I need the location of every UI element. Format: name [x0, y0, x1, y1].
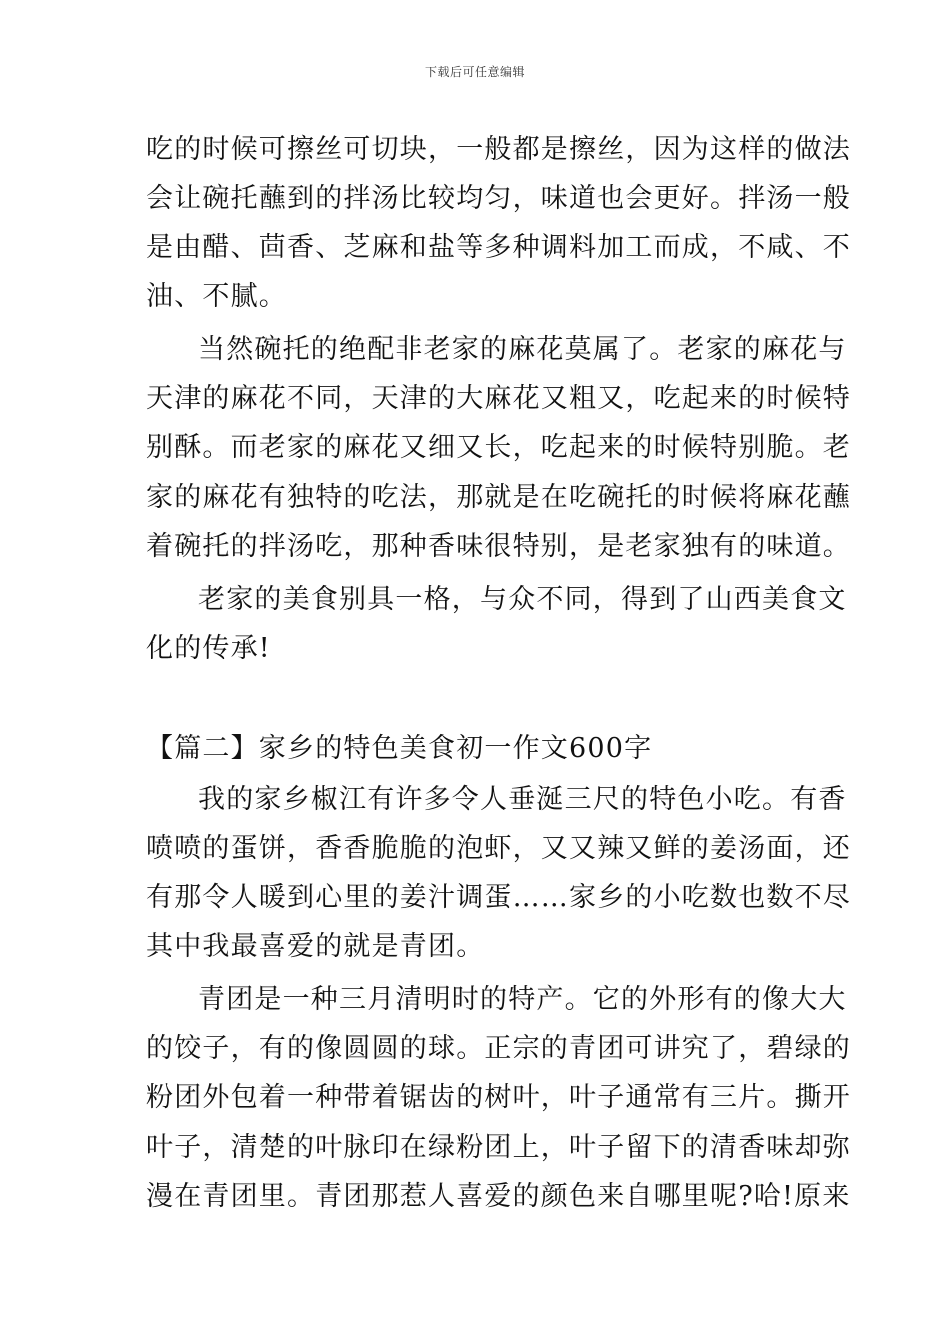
page-header: 下载后可任意编辑 — [424, 65, 525, 79]
paragraph-line: 叶子，清楚的叶脉印在绿粉团上，叶子留下的清香味却弥 — [146, 1132, 851, 1163]
paragraph-line: 化的传承! — [146, 633, 271, 664]
paragraph-line: 是由醋、茴香、芝麻和盐等多种调料加工而成，不咸、不 — [146, 232, 851, 263]
paragraph-line: 青团是一种三月清明时的特产。它的外形有的像大大 — [198, 984, 847, 1015]
paragraph-line: 的饺子，有的像圆圆的球。正宗的青团可讲究了，碧绿的 — [146, 1033, 851, 1064]
paragraph-line: 别酥。而老家的麻花又细又长，吃起来的时候特别脆。老 — [146, 432, 851, 463]
paragraph-line: 天津的麻花不同，天津的大麻花又粗又，吃起来的时候特 — [146, 383, 851, 414]
paragraph-line: 有那令人暖到心里的姜汁调蛋……家乡的小吃数也数不尽 — [146, 882, 851, 913]
paragraph-line: 粉团外包着一种带着锯齿的树叶，叶子通常有三片。撕开 — [146, 1082, 851, 1113]
paragraph-line: 吃的时候可擦丝可切块，一般都是擦丝，因为这样的做法 — [146, 134, 851, 165]
paragraph-line: 当然碗托的绝配非老家的麻花莫属了。老家的麻花与 — [198, 334, 847, 365]
paragraph-line: 老家的美食别具一格，与众不同，得到了山西美食文 — [198, 584, 847, 615]
paragraph-line: 其中我最喜爱的就是青团。 — [146, 931, 485, 962]
paragraph-line: 我的家乡椒江有许多令人垂涎三尺的特色小吃。有香 — [198, 784, 847, 815]
paragraph-line: 着碗托的拌汤吃，那种香味很特别，是老家独有的味道。 — [146, 531, 851, 562]
section-heading: 【篇二】家乡的特色美食初一作文600字 — [146, 733, 653, 764]
paragraph-line: 会让碗托蘸到的拌汤比较均匀，味道也会更好。拌汤一般 — [146, 183, 851, 214]
paragraph-line: 漫在青团里。青团那惹人喜爱的颜色来自哪里呢?哈!原来 — [146, 1181, 851, 1212]
paragraph-line: 家的麻花有独特的吃法，那就是在吃碗托的时候将麻花蘸 — [146, 482, 851, 513]
paragraph-line: 喷喷的蛋饼，香香脆脆的泡虾，又又辣又鲜的姜汤面，还 — [146, 833, 851, 864]
paragraph-line: 油、不腻。 — [146, 281, 287, 312]
